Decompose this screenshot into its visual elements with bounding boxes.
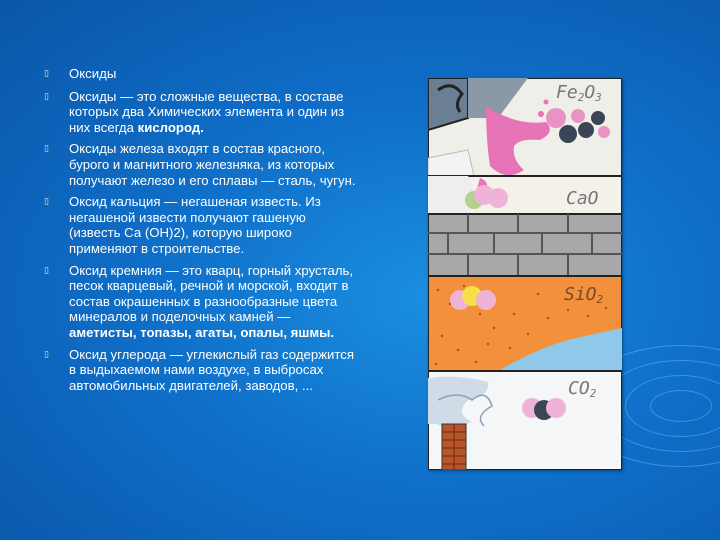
- bullet-marker-icon: ▯: [44, 265, 49, 276]
- bold-text: аметисты, топазы, агаты, опалы, яшмы.: [69, 324, 335, 340]
- oxides-illustration: [428, 78, 622, 470]
- bullet-item: [44, 89, 356, 136]
- text-run: Оксиды железа входят в состав красного, бурого и магнитного железняка, из которых получают железо и его сплавы — сталь, чугун.: [69, 141, 356, 188]
- formula-fe2o3: Fe2O3: [556, 82, 602, 104]
- text-run: Оксид углерода — углекислый газ содержится в выдыхаемом нами воздухе, в выбросах автомобильных двигателей, заводов, ...: [69, 346, 355, 393]
- panel-cao: [428, 176, 622, 214]
- bullet-item: [44, 141, 356, 188]
- text-run: Оксиды — это сложные вещества, в составе которых два Химических элемента и один из них всегда: [69, 88, 345, 135]
- oxides-illustration-svg: [428, 78, 622, 470]
- formula-sio2: SiO2: [564, 284, 604, 306]
- text-run: Оксид кальция — негашеная известь. Из негашеной извести получают гашеную (известь Са (ОН)2), которую широко применяют в строительстве.: [69, 194, 321, 256]
- bullet-marker-icon: ▯: [44, 197, 49, 208]
- bullet-text: [69, 194, 356, 256]
- bullet-marker-icon: ▯: [44, 349, 49, 360]
- bullet-marker-icon: ▯: [44, 144, 49, 155]
- bullet-text: [69, 263, 356, 341]
- bullet-text: [69, 347, 356, 394]
- bullet-item: [44, 347, 356, 394]
- panel-sio2: [428, 276, 622, 371]
- bullet-list: [44, 66, 356, 399]
- bullet-marker-icon: ▯: [44, 91, 49, 102]
- panel-co2: [428, 371, 622, 470]
- bold-text: кислород.: [137, 119, 204, 135]
- bullet-marker-icon: ▯: [44, 69, 49, 79]
- bullet-text: [69, 66, 356, 83]
- text-run: Оксид кремния — это кварц, горный хрусталь, песок кварцевый, речной и морской, входит в состав окрашенных в разнообразные цвета минералов и поделочных камней —: [69, 262, 354, 325]
- text-run: Оксиды: [69, 66, 117, 81]
- bullet-item: [44, 263, 356, 341]
- bullet-item: [44, 66, 356, 83]
- formula-co2: CO2: [568, 378, 597, 400]
- panel-bricks: [428, 214, 622, 276]
- bullet-text: [69, 89, 356, 136]
- panel-fe2o3: [428, 78, 622, 176]
- bullet-text: [69, 141, 356, 188]
- bullet-item: [44, 194, 356, 256]
- formula-cao: CaO: [566, 188, 599, 209]
